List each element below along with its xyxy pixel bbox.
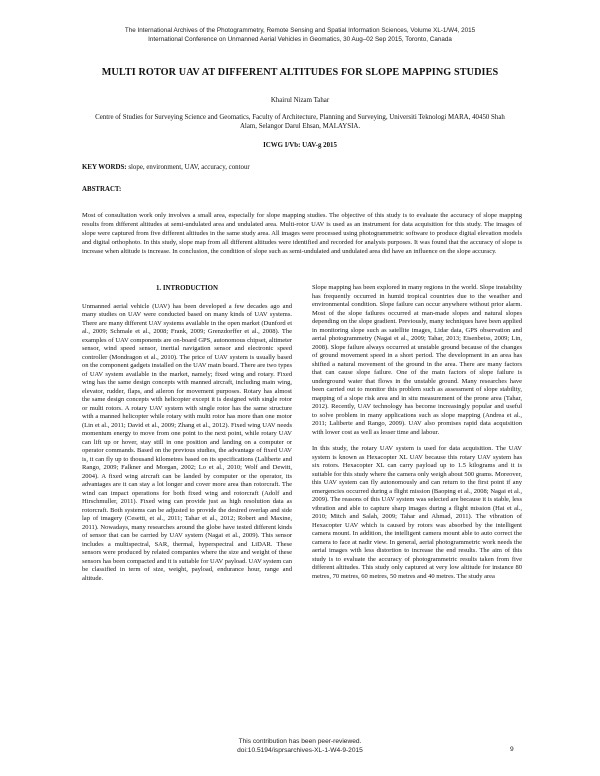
left-column — [82, 284, 292, 591]
keywords-text: slope, environment, UAV, accuracy, contour — [126, 164, 250, 171]
author-affiliation: Centre of Studies for Surveying Science and Geomatics, Faculty of Architecture, Planning and Surveying, Universiti Teknologi MARA, 40450 Shah Alam, Selangor Darul Ehsan, MALAYSIA. — [95, 114, 505, 130]
keywords-label: KEY WORDS: — [82, 164, 127, 171]
right-column — [312, 284, 522, 589]
section-heading-introduction: 1. INTRODUCTION — [155, 285, 219, 292]
author-name: Khairul Nizam Tahar — [270, 97, 330, 104]
doi: doi:10.5194/isprsarchives-XL-1-W4-9-2015 — [237, 747, 363, 754]
intro-paragraph-1: Unmanned aerial vehicle (UAV) has been developed a few decades ago and many studies on UAV were conducted based on many kinds of UAV systems. There are many different UAV systems available in the open market (Dunford et al., 2009; Schmale et al., 2008; Frank, 2009; Grenzdorffer et al., 2008). The examples of UAV components are on-board GPS, autonomous chipset, altimeter sensor, wind speed sensor, inertial navigation sensor and electronic speed controller (Mondragon et al., 2010). The price of UAV system is usually based on the component gadgets installed on the UAV main board. There are two types of UAV system available in the market, namely; fixed wing and rotary. Fixed wing has the same design concepts with manned aircraft, including main wing, elevator, rudder, flaps, and aileron for movement purposes. Rotary has almost the same design concepts with helicopter except it is designed with single rotor or multi rotors. A rotary UAV system with single rotor has the same structure with a manned helicopter while rotary with multi rotor has more than one motor (Lin et al., 2011; David et al., 2009; Zhang et al., 2012). Fixed wing UAV needs momentum energy to move from one point to the next point, while rotary UAV can lift up or hover, stay still in one position and landing on a computer or operator commands. Based on the previous studies, the advantage of fixed UAV is, it can fly up to thousand kilometres based on its specifications (Laliberte and Rango, 2009; Falkner and Morgan, 2002; Lo et al., 2010; Wolf and Dewitt, 2004). A fixed wing aircraft can be landed by computer or the operator, its advantages are it can stay a lot longer and cover more area than rotorcraft. The wind can impact operations for both fixed wing and rotorcraft (Adolf and Hirschmuller, 2011). Fixed wing can provide just as high resolution data as rotorcraft. Both systems can be adjusted to provide the desired overlap and side lap of imagery (Cesetti, et al., 2011; Tahar et al., 2012; Robert and Maxine, 2011). Nowadays, many researches around the globe have tested different kinds of sensor that can be carried by UAV system (Nagai et al., 2009). This sensor includes a multispectral, SAR, thermal, hyperspectral and LiDAR. These sensors were produced by related companies where the size and weight of these sensors has been compacted and it is suitable for UAV payload. UAV system can be classified in term of size, weight, payload, endurance hour, range and altitude. — [82, 302, 293, 582]
header-line-1: The International Archives of the Photogrammetry, Remote Sensing and Spatial Information Sciences, Volume XL-1/W4, 2015 — [124, 27, 476, 34]
peer-review-note: This contribution has been peer-reviewed. — [238, 738, 362, 745]
page-number: 9 — [510, 746, 514, 753]
abstract-text: Most of consultation work only involves a small area, especially for slope mapping studies. The objective of this study is to evaluate the accuracy of slope mapping results from different altitudes at semi-undulated area and undulated area. Multi-rotor UAV is used as an instrument for data acquisition for this study. The images of slope were captured from five different altitudes in the same study area. All images were processed using photogrammetric software to produce digital elevation models and digital orthophoto. In this study, slope map from all different altitudes were identified and recorded for analysis purposes. It was found that the accuracy of slope is increase when altitude is increase. In conclusion, the condition of slope such as semi-undulated and undulated area did have an influence on the slope accuracy. — [82, 212, 522, 255]
keywords — [82, 164, 522, 171]
paper-title: MULTI ROTOR UAV AT DIFFERENT ALTITUDES FOR SLOPE MAPPING STUDIES — [101, 67, 499, 78]
abstract-heading: ABSTRACT: — [82, 186, 122, 193]
running-header — [0, 26, 600, 44]
commission-code: ICWG I/Vb: UAV-g 2015 — [263, 142, 337, 149]
intro-paragraph-2: Slope mapping has been explored in many regions in the world. Slope instability has frequently occurred in humid tropical countries due to the weather and environmental condition. Slope failure can occur anywhere without prior alarm. Most of the slope failures occurred at man-made slopes and natural slopes depending on the slope gradient. Previously, many techniques have been applied in monitoring slope such as satellite images, Lidar data, GPS observation and aerial photogrammetry (Nagai et al., 2009; Tahar, 2013; Eisenbeiss, 2009; Lin, 2008). Slope failure always occurred at unstable ground because of the changes of ground movement speed in a short period. The development in an area has shifted a natural movement of the ground in the area. There are many factors that can cause slope failure. One of the main factors of slope failure is underground water that flows in the unstable ground. Many researches have been carried out to monitor this problem such as assessment of slope stability, mapping of a slope risk area and in situ measurement of the prone area (Tahar, 2012). Recently, UAV technology has become increasingly popular and useful to solve problem in many applications such as slope mapping (Andrea et al., 2011; Laliberte and Rango, 2009). UAV also promises rapid data acquisition with lower cost as well as lesser time and labour. — [312, 284, 522, 436]
header-line-2: International Conference on Unmanned Aerial Vehicles in Geomatics, 30 Aug–02 Sep 2015, Toronto, Canada — [148, 36, 452, 43]
intro-paragraph-3: In this study, the rotary UAV system is used for data acquisition. The UAV system is known as Hexacopter XL UAV because this rotary UAV system has six rotors. Hexacopter XL can carry payload up to 1.5 kilograms and it is suitable for this study where the camera only weigh about 500 grams. Moreover, this UAV system can fly autonomously and can return to the first point if any emergencies occurred during a flight mission (Baoping et al., 2008; Nagai et al., 2009). The reasons of this UAV system was selected are because it is stable, less vibration and able to capture sharp images during a flight mission (Hai et al., 2010; Mitch and Salah, 2009; Tahar and Ahmad, 2011). The vibration of Hexacopter UAV which is caused by rotors was absorbed by the intelligent camera mount. In addition, the intelligent camera mount able to auto correct the camera to face at nadir view. In general, aerial photogrammetric work needs the aerial images with less distortion to increase the end results. The aim of this study is to evaluate the accuracy of photogrammetric results taken from five different altitudes. This study only captured at very low altitude for instance 80 metres, 70 metres, 60 metres, 50 metres and 40 metres. The study area — [312, 445, 522, 580]
